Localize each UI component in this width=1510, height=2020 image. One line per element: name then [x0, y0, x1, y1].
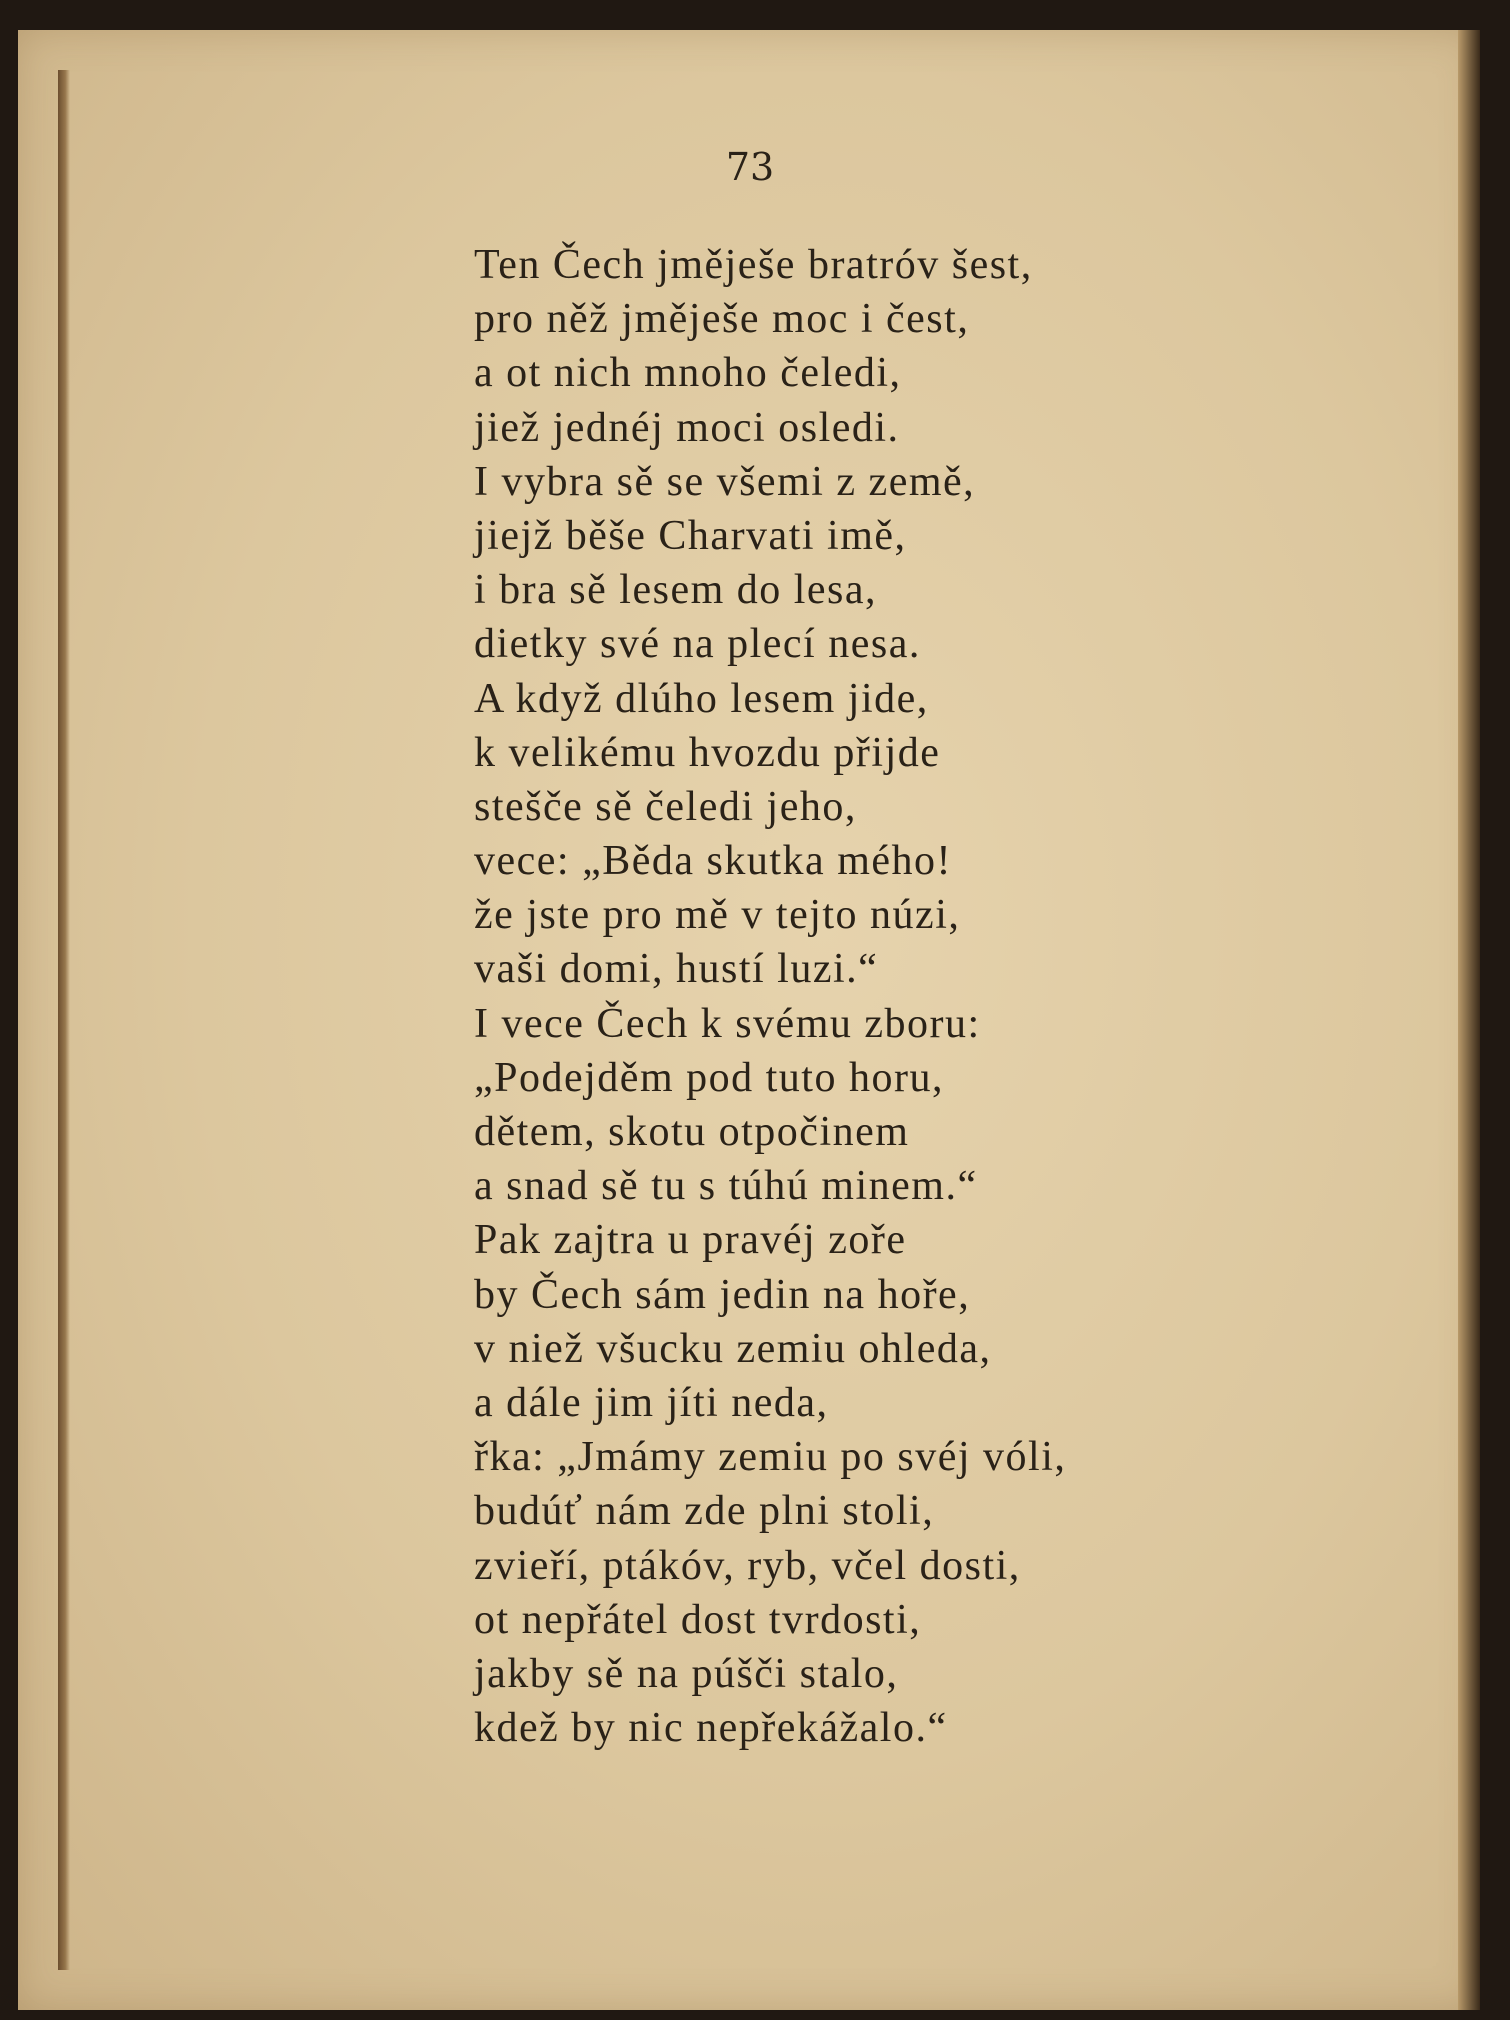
page-right-edge	[1458, 30, 1480, 2010]
poem-line: řka: „Jmámy zemiu po svéj vóli,	[474, 1434, 1067, 1481]
poem-line: „Podejděm pod tuto horu,	[474, 1054, 944, 1101]
poem-line: a ot nich mnoho čeledi,	[474, 350, 902, 397]
poem-line: jakby sě na púšči stalo,	[474, 1650, 899, 1697]
poem-line: Pak zajtra u pravéj zoře	[474, 1217, 907, 1264]
poem-line: Ten Čech jměješe bratróv šest,	[474, 242, 1033, 288]
poem-line: I vece Čech k svému zboru:	[474, 1000, 981, 1047]
poem-line: pro něž jměješe moc i čest,	[474, 296, 970, 343]
poem-line: I vybra sě se všemi z země,	[474, 458, 976, 505]
poem-line: stešče sě čeledi jeho,	[474, 783, 857, 830]
page-binding-edge	[58, 70, 70, 1970]
poem-line: dietky své na plecí nesa.	[474, 621, 921, 668]
poem-line: zvieří, ptákóv, ryb, včel dosti,	[474, 1542, 1021, 1589]
poem-line: že jste pro mě v tejto núzi,	[474, 892, 961, 939]
poem-line: a snad sě tu s túhú minem.“	[474, 1163, 978, 1210]
poem-line: jiež jednéj moci osledi.	[474, 404, 900, 451]
poem-text	[474, 238, 1434, 1755]
page-number: 73	[725, 145, 775, 189]
poem-line: jiejž běše Charvati imě,	[474, 512, 907, 559]
poem-line: by Čech sám jedin na hoře,	[474, 1271, 971, 1318]
poem-line: budúť nám zde plni stoli,	[474, 1488, 935, 1535]
poem-line: k velikému hvozdu přijde	[474, 729, 941, 776]
poem-line: vaši domi, hustí luzi.“	[474, 946, 879, 993]
poem-line: vece: „Běda skutka mého!	[474, 838, 952, 885]
poem-line: v niež všucku zemiu ohleda,	[474, 1325, 992, 1372]
poem-line: i bra sě lesem do lesa,	[474, 567, 878, 614]
poem-line: kdež by nic nepřekážalo.“	[474, 1705, 948, 1752]
poem-line: dětem, skotu otpočinem	[474, 1109, 910, 1155]
poem-line: A když dlúho lesem jide,	[474, 675, 929, 722]
poem-line: a dále jim jíti neda,	[474, 1379, 829, 1426]
poem-line: ot nepřátel dost tvrdosti,	[474, 1596, 922, 1643]
